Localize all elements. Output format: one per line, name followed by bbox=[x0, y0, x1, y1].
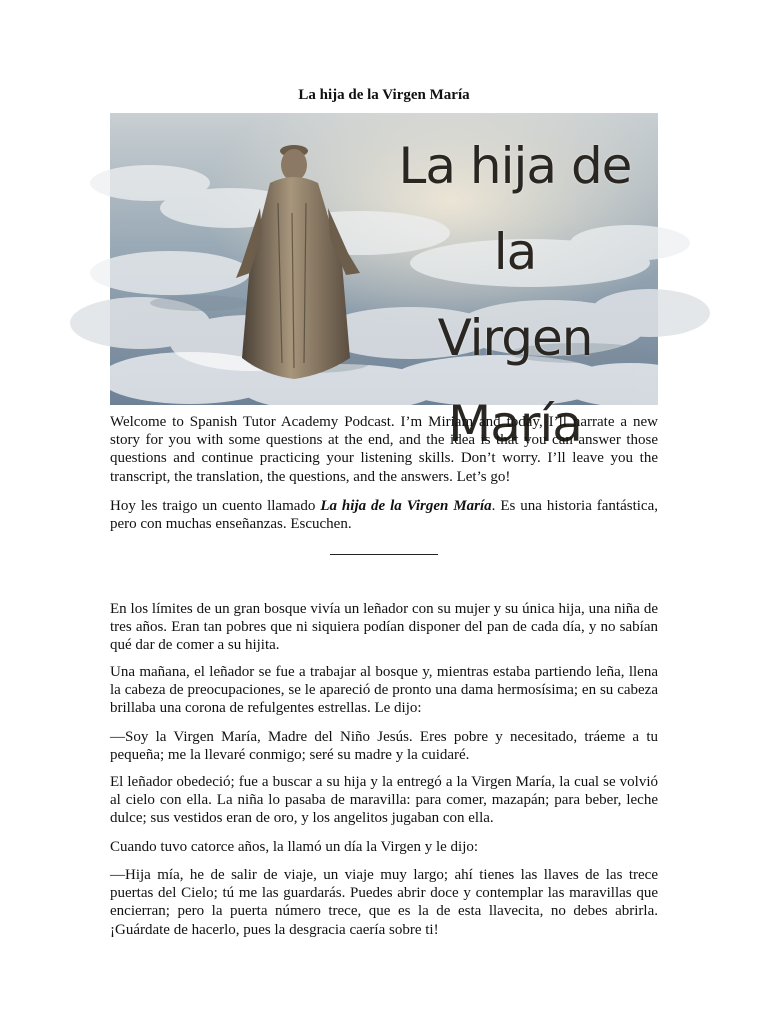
story-paragraph-1 bbox=[110, 600, 658, 655]
intro-paragraph-1 bbox=[110, 413, 658, 486]
document-title: La hija de la Virgen María bbox=[298, 87, 470, 103]
story-text-6: —Hija mía, he de salir de viaje, un viaje muy largo; ahí tienes las llaves de las trece puertas del Cielo; tú me las guardarás. Puedes abrir doce y contemplar las maravillas que encierran; pero la puerta número trece, que es la de esta llavecita, no debes abrirla. ¡Guárdate de hacerlo, pues la desgracia caería sobre ti! bbox=[110, 867, 658, 938]
banner-title-line-1: La hija de la bbox=[398, 137, 632, 281]
banner-title-line-2: Virgen María bbox=[437, 309, 593, 453]
story-paragraph-2 bbox=[110, 663, 658, 718]
story-text-5: Cuando tuvo catorce años, la llamó un día la Virgen y le dijo: bbox=[110, 839, 479, 855]
intro-paragraph-2 bbox=[110, 497, 658, 533]
intro-text-1: Welcome to Spanish Tutor Academy Podcast. I’m Miriam and today, I’ll narrate a new story for you with some questions at the end, and the idea is that you can answer those questions and continue practicing your listening skills. Don’t worry. I’ll leave you the transcript, the translation, the questions, and the answers. Let’s go! bbox=[110, 414, 658, 485]
story-text-2: Una mañana, el leñador se fue a trabajar al bosque y, mientras estaba partiendo leña, llena la cabeza de preocupaciones, se le apareció de pronto una dama hermosísima; en su cabeza brillaba una corona de refulgentes estrellas. Le dijo: bbox=[110, 664, 658, 717]
section-separator bbox=[330, 540, 438, 555]
story-title-emphasis: La hija de la Virgen María bbox=[320, 498, 492, 514]
story-text-1: En los límites de un gran bosque vivía un leñador con su mujer y su única hija, una niña de tres años. Eran tan pobres que ni siquiera podían disponer del pan de cada día, y no sabían qué dar de comer a su hijita. bbox=[110, 601, 658, 654]
story-paragraph-5 bbox=[110, 838, 658, 856]
intro-text-2 bbox=[110, 497, 658, 533]
story-text-4: El leñador obedeció; fue a buscar a su hija y la entregó a la Virgen María, la cual se volvió al cielo con ella. La niña lo pasaba de maravilla: para comer, mazapán; para beber, leche dulce; sus vestidos eran de oro, y los angelitos jugaban con ella. bbox=[110, 774, 658, 827]
intro-text-2-after: . Es una historia fantástica, pero con muchas enseñanzas. Escuchen. bbox=[110, 498, 658, 533]
story-paragraph-6 bbox=[110, 866, 658, 939]
story-paragraph-4 bbox=[110, 773, 658, 828]
intro-text-2-before: Hoy les traigo un cuento llamado bbox=[110, 498, 321, 514]
story-text-3: —Soy la Virgen María, Madre del Niño Jesús. Eres pobre y necesitado, tráeme a tu pequeña; me la llevaré conmigo; seré su madre y la cuidaré. bbox=[110, 729, 658, 764]
story-paragraph-3 bbox=[110, 728, 658, 764]
